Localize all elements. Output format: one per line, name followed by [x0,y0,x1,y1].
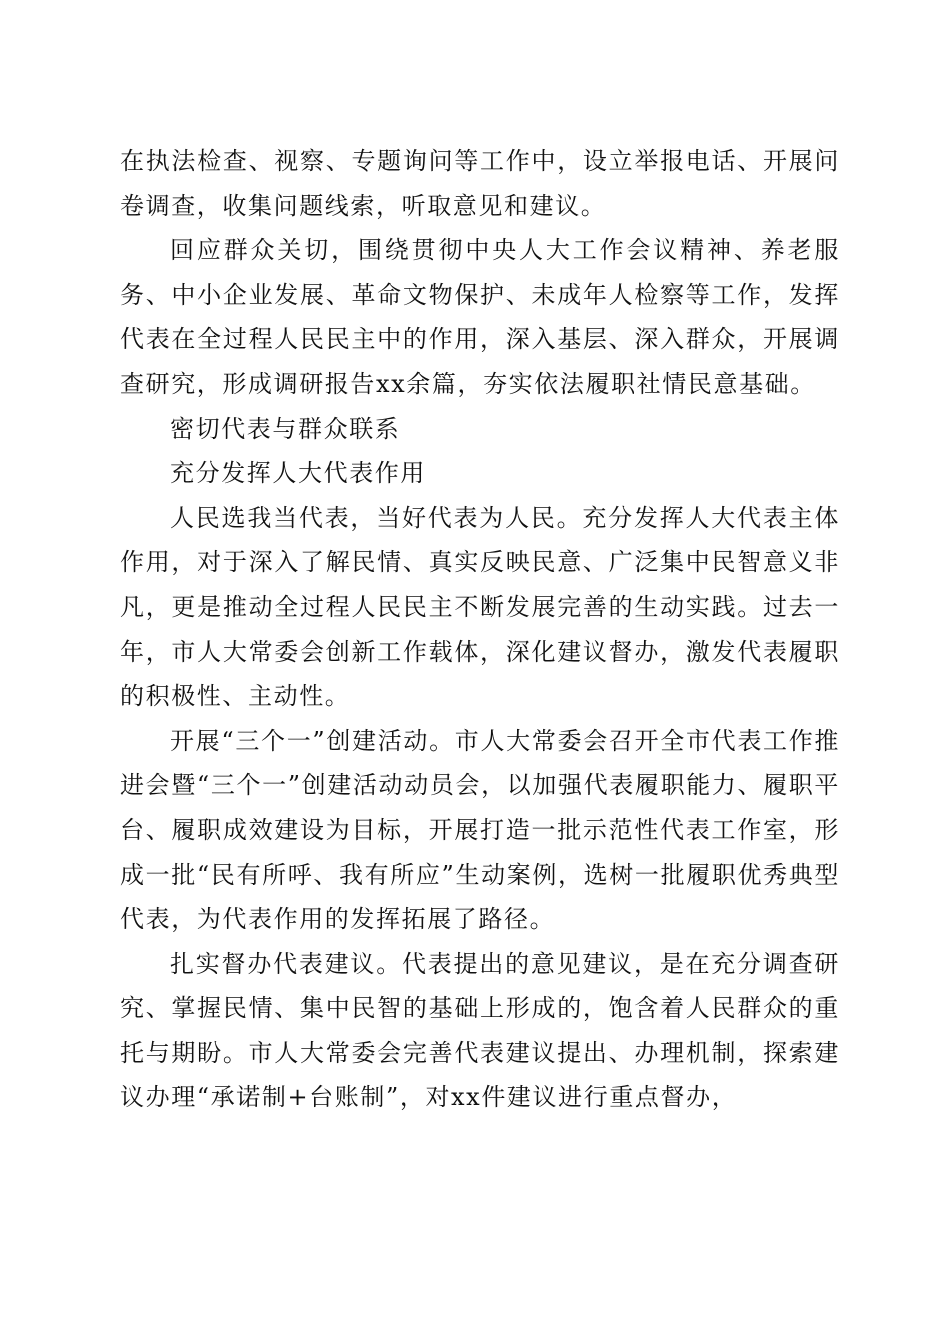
document-body [120,139,840,1120]
paragraph-deputies-role: 人民选我当代表，当好代表为人民。充分发挥人大代表主体作用，对于深入了解民情、真实反映民意、广泛集中民智意义非凡，更是推动全过程人民民主不断发展完善的生动实践。过去一年，市人大常委会创新工作载体，深化建议督办，激发代表履职的积极性、主动性。 [120,503,840,711]
section-heading-deputies-role: 充分发挥人大代表作用 [170,459,426,488]
paragraph-three-ones: 开展“三个一”创建活动。市人大常委会召开全市代表工作推进会暨“三个一”创建活动动员会，以加强代表履职能力、履职平台、履职成效建设为目标，开展打造一批示范性代表工作室，形成一批“民有所呼、我有所应”生动案例，选树一批履职优秀典型代表，为代表作用的发挥拓展了路径。 [120,726,840,934]
paragraph-public-concerns: 回应群众关切，围绕贯彻中央人大工作会议精神、养老服务、中小企业发展、革命文物保护、未成年人检察等工作，发挥代表在全过程人民民主中的作用，深入基层、深入群众，开展调查研究，形成调研报告xx余篇，夯实依法履职社情民意基础。 [120,236,840,398]
section-heading-contact: 密切代表与群众联系 [170,414,401,443]
paragraph-continuation: 在执法检查、视察、专题询问等工作中，设立举报电话、开展问卷调查，收集问题线索，听取意见和建议。 [120,147,840,220]
paragraph-suggestions: 扎实督办代表建议。代表提出的意见建议，是在充分调查研究、掌握民情、集中民智的基础上形成的，饱含着人民群众的重托与期盼。市人大常委会完善代表建议提出、办理机制，探索建议办理“承诺制+台账制”，对xx件建议进行重点督办， [120,949,840,1112]
